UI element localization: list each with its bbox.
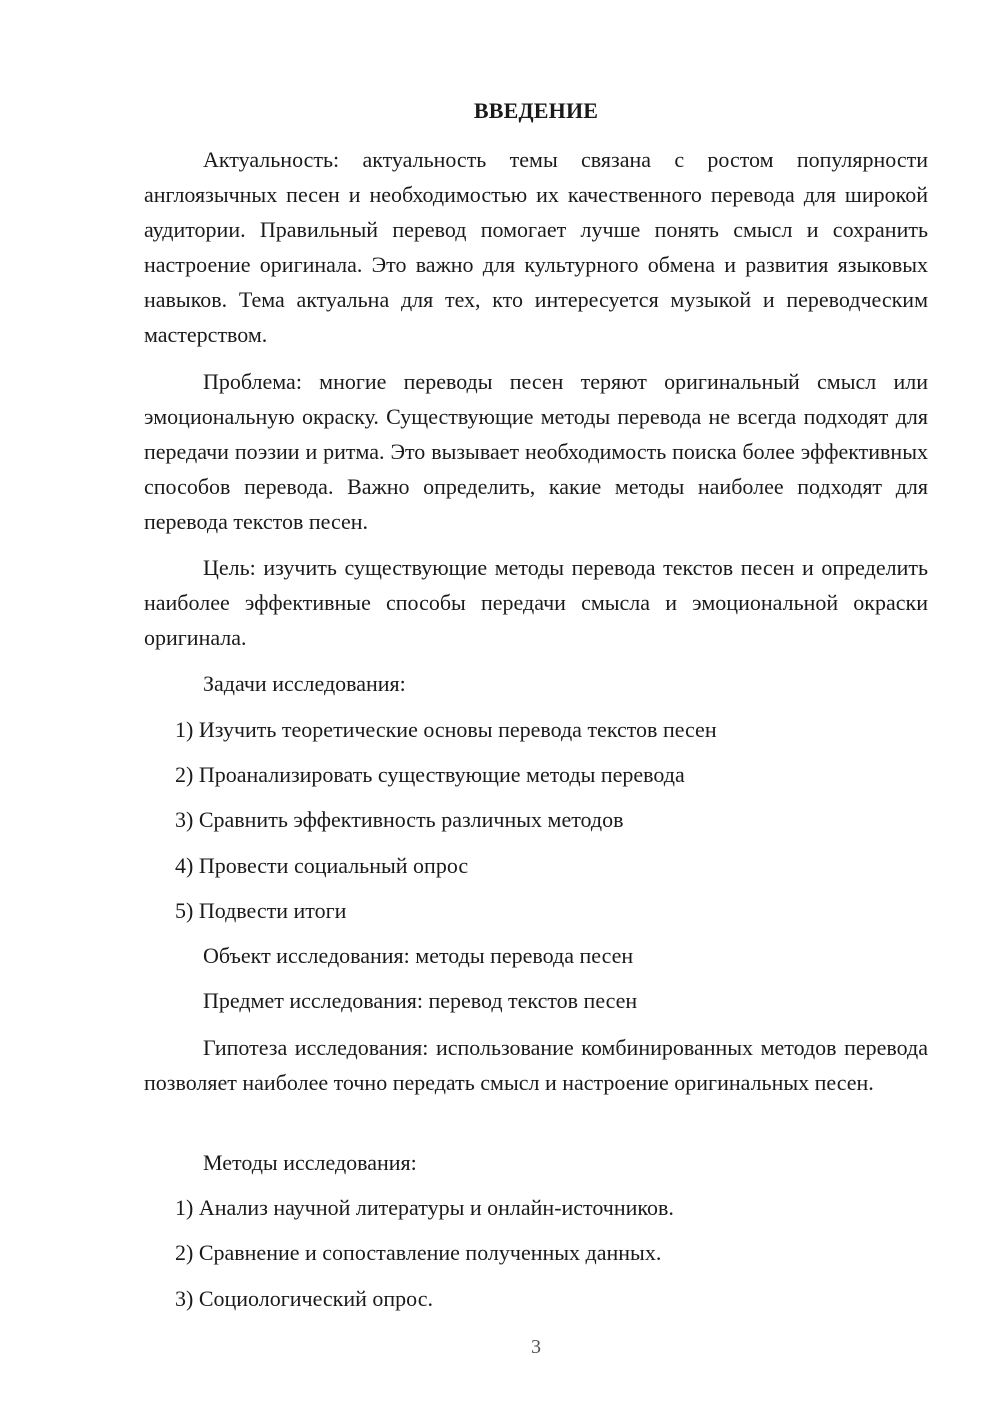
methods-heading: Методы исследования: (203, 1150, 417, 1175)
page-number: 3 (531, 1336, 541, 1358)
task-item: 5) Подвести итоги (175, 898, 347, 923)
research-subject: Предмет исследования: перевод текстов песен (203, 988, 638, 1013)
tasks-heading: Задачи исследования: (203, 671, 406, 696)
hypothesis-paragraph: Гипотеза исследования: использование комбинированных методов перевода позволяет наиболее точно передать смысл и настроение оригинальных песен. (144, 1035, 928, 1095)
research-object: Объект исследования: методы перевода песен (203, 943, 634, 968)
task-item: 4) Провести социальный опрос (175, 853, 469, 878)
method-item: 2) Сравнение и сопоставление полученных данных. (175, 1240, 662, 1265)
goal-paragraph: Цель: изучить существующие методы перевода текстов песен и определить наиболее эффективные способы передачи смысла и эмоциональной окраски оригинала. (144, 555, 928, 650)
task-item: 1) Изучить теоретические основы перевода текстов песен (175, 717, 717, 742)
problem-paragraph: Проблема: многие переводы песен теряют оригинальный смысл или эмоциональную окраску. Существующие методы перевода не всегда подходят для передачи поэзии и ритма. Это вызывает необходимость поиска более эффективных способов перевода. Важно определить, какие методы наиболее подходят для перевода текстов песен. (144, 369, 928, 534)
page-title: ВВЕДЕНИЕ (473, 98, 599, 123)
method-item: 1) Анализ научной литературы и онлайн-источников. (175, 1195, 674, 1220)
task-item: 2) Проанализировать существующие методы перевода (175, 762, 685, 787)
method-item: 3) Социологический опрос. (175, 1286, 433, 1311)
relevance-paragraph: Актуальность: актуальность темы связана с ростом популярности англоязычных песен и необходимостью их качественного перевода для широкой аудитории. Правильный перевод помогает лучше понять смысл и сохранить настроение оригинала. Это важно для культурного обмена и развития языковых навыков. Тема актуальна для тех, кто интересуется музыкой и переводческим мастерством. (144, 147, 928, 347)
task-item: 3) Сравнить эффективность различных методов (175, 807, 624, 832)
